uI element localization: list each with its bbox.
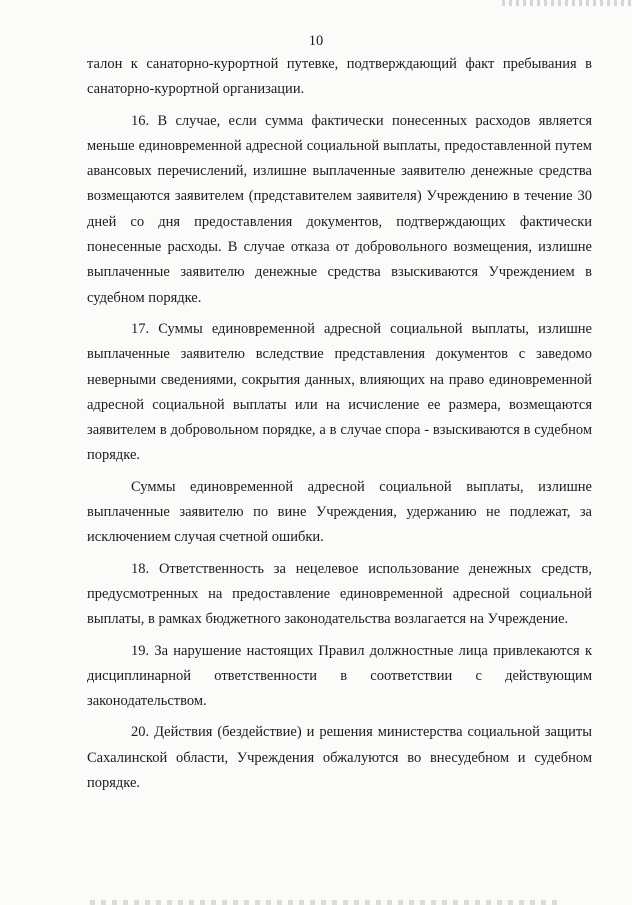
page-number: 10 [308,33,324,49]
scan-artifact-bottom [90,900,560,905]
paragraph-20: 20. Действия (бездействие) и решения министерства социальной защиты Сахалинской области, Учреждения обжалуются во внесудебном и судебном порядке. [87,724,592,792]
paragraph-17-part-2: Суммы единовременной адресной социальной выплаты, излишне выплаченные заявителю по вине Учреждения, удержанию не подлежат, за исключением случая счетной ошибки. [87,478,592,546]
paragraph-19: 19. За нарушение настоящих Правил должностные лица привлекаются к дисциплинарной ответственности в соответствии с действующим законодательством. [87,642,592,710]
paragraph-16: 16. В случае, если сумма фактически понесенных расходов является меньше единовременной адресной социальной выплаты, предоставленной путем авансовых перечислений, излишне выплаченные заявителю денежные средства возмещаются заявителем (представителем заявителя) Учреждению в течение 30 дней со дня предоставления документов, подтверждающих фактически понесенные расходы. В случае отказа от добровольного возмещения, излишне выплаченные заявителю денежные средства взыскиваются Учреждением в судебном порядке. [87,112,592,306]
paragraph-17: 17. Суммы единовременной адресной социальной выплаты, излишне выплаченные заявителю вследствие представления документов с заведомо неверными сведениями, сокрытия данных, влияющих на право единовременной адресной социальной выплаты или на исчисление ее размера, возмещаются заявителем в добровольном порядке, а в случае спора - взыскиваются в судебном порядке. [87,320,592,464]
scan-artifact-top [502,0,632,6]
paragraph-18: 18. Ответственность за нецелевое использование денежных средств, предусмотренных на предоставление единовременной адресной социальной выплаты, в рамках бюджетного законодательства возлагается на Учреждение. [87,560,592,628]
document-body [87,52,592,796]
paragraph-continuation: талон к санаторно-курортной путевке, подтверждающий факт пребывания в санаторно-курортной организации. [87,56,592,98]
